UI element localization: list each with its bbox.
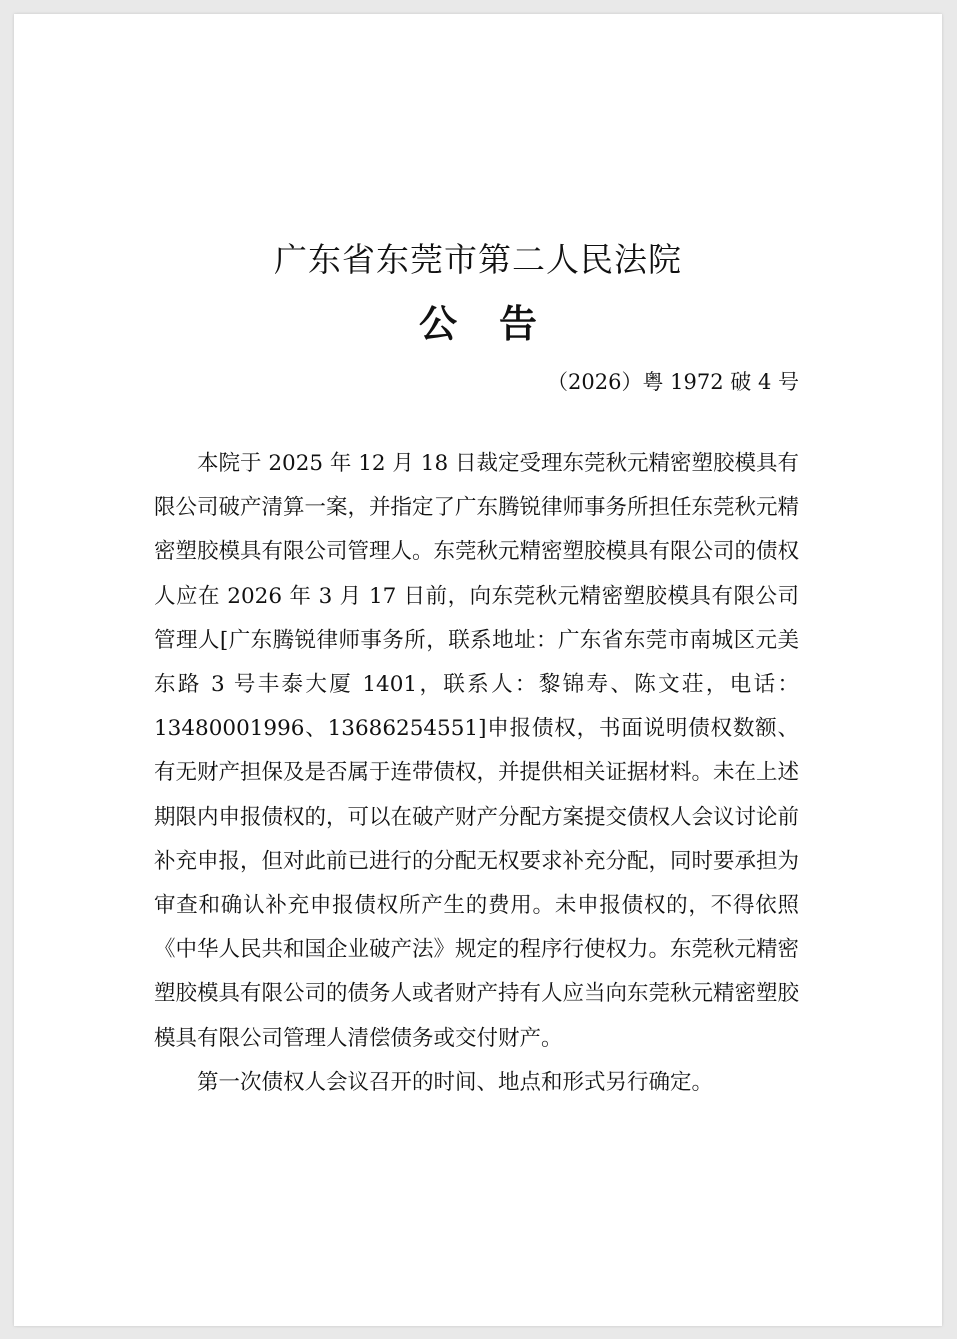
paragraph-2: 第一次债权人会议召开的时间、地点和形式另行确定。	[197, 1069, 714, 1095]
document-page	[14, 14, 942, 1326]
paragraph-1: 本院于 2025 年 12 月 18 日裁定受理东莞秋元精密塑胶模具有限公司破产清算一案，并指定了广东腾锐律师事务所担任东莞秋元精密塑胶模具有限公司管理人。东莞秋元精密塑胶模具有限公司的债权人应在 2026 年 3 月 17 日前，向东莞秋元精密塑胶模具有限公司管理人[广东腾锐律师事务所，联系地址：广东省东莞市南城区元美东路 3 号丰泰大厦 1401，联系人：黎锦寿、陈文荘，电话：13480001996、13686254551]申报债权，书面说明债权数额、有无财产担保及是否属于连带债权，并提供相关证据材料。未在上述期限内申报债权的，可以在破产财产分配方案提交债权人会议讨论前补充申报，但对此前已进行的分配无权要求补充分配，同时要承担为审查和确认补充申报债权所产生的费用。未申报债权的，不得依照《中华人民共和国企业破产法》规定的程序行使权力。东莞秋元精密塑胶模具有限公司的债务人或者财产持有人应当向东莞秋元精密塑胶模具有限公司管理人清偿债务或交付财产。	[154, 451, 800, 1051]
court-name: 广东省东莞市第二人民法院	[274, 240, 682, 279]
notice-title: 公告	[418, 301, 579, 346]
notice-body	[154, 442, 799, 1105]
case-number: （2026）粤 1972 破 4 号	[547, 370, 799, 394]
